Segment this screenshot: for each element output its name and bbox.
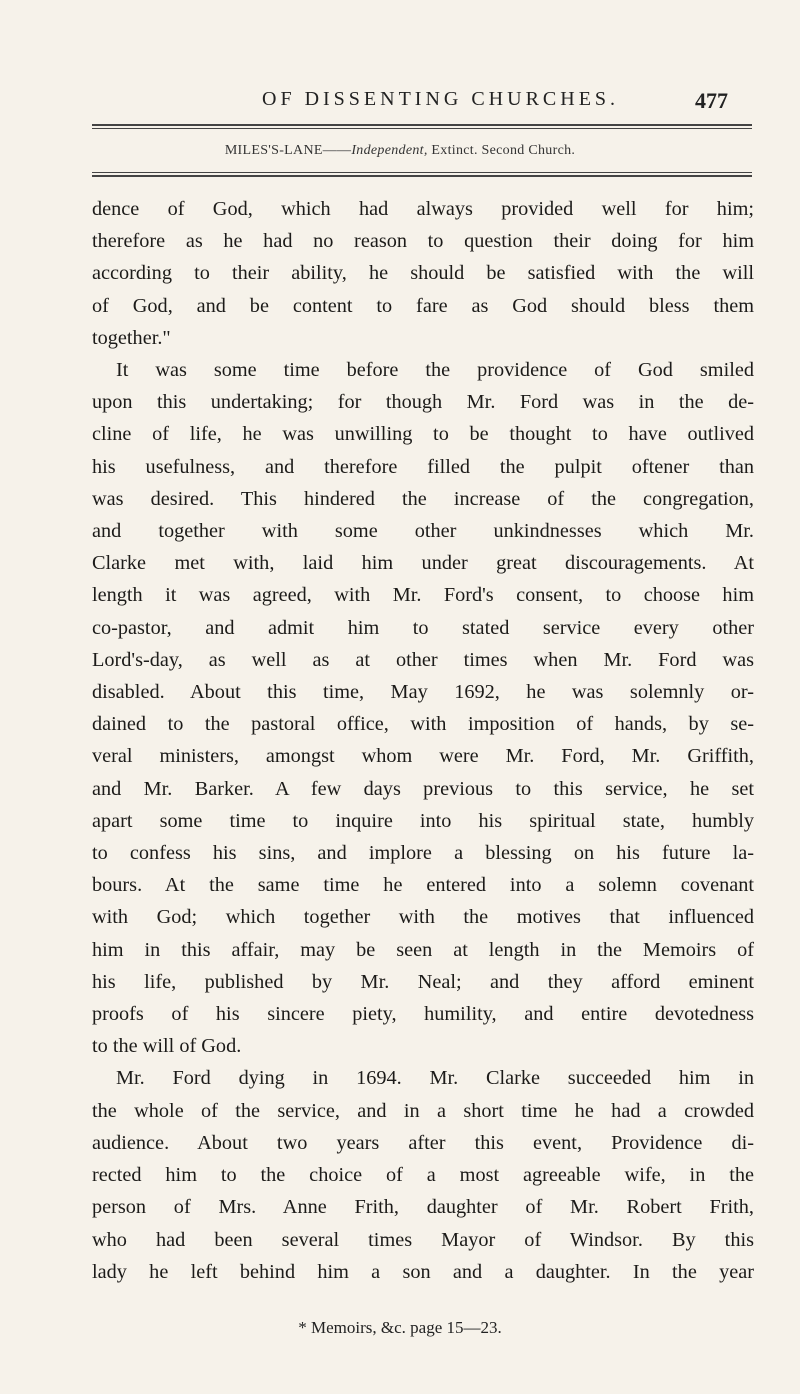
text-line: dained to the pastoral office, with imposition of hands, by se- — [92, 713, 754, 736]
text-line: length it was agreed, with Mr. Ford's consent, to choose him — [92, 584, 754, 607]
text-line: according to their ability, he should be satisfied with the will — [92, 262, 754, 285]
text-line: Mr. Ford dying in 1694. Mr. Clarke succeeded him in — [116, 1067, 754, 1090]
running-head — [0, 88, 800, 128]
text-line: him in this affair, may be seen at length in the Memoirs of — [92, 938, 754, 961]
header-rule-bottom — [92, 175, 752, 177]
text-line: his life, published by Mr. Neal; and they afford eminent — [92, 970, 754, 993]
text-line: his usefulness, and therefore filled the pulpit oftener than — [92, 455, 754, 478]
text-line: person of Mrs. Anne Frith, daughter of Mr. Robert Frith, — [92, 1196, 754, 1219]
text-line: to confess his sins, and implore a blessing on his future la- — [92, 842, 754, 865]
body-text — [92, 193, 754, 1288]
text-line: together." — [92, 326, 171, 349]
text-line: proofs of his sincere piety, humility, and entire devotedness — [92, 1003, 754, 1026]
text-line: co-pastor, and admit him to stated service every other — [92, 616, 754, 639]
header-rule-top-thin — [92, 128, 752, 129]
running-title: OF DISSENTING CHURCHES. — [262, 88, 620, 110]
footnote: * Memoirs, &c. page 15—23. — [298, 1318, 502, 1337]
text-line: disabled. About this time, May 1692, he was solemnly or- — [92, 681, 754, 704]
text-line: audience. About two years after this event, Providence di- — [92, 1131, 754, 1154]
text-line: upon this undertaking; for though Mr. Ford was in the de- — [92, 391, 754, 414]
text-line: apart some time to inquire into his spiritual state, humbly — [92, 809, 754, 832]
text-line: to the will of God. — [92, 1035, 242, 1058]
text-line: and Mr. Barker. A few days previous to this service, he set — [92, 777, 754, 800]
text-line: with God; which together with the motives that influenced — [92, 906, 754, 929]
text-line: lady he left behind him a son and a daughter. In the year — [92, 1260, 754, 1283]
text-line: the whole of the service, and in a short time he had a crowded — [92, 1099, 754, 1122]
text-line: rected him to the choice of a most agreeable wife, in the — [92, 1164, 754, 1187]
subhead-rest: Extinct. Second Church. — [427, 143, 576, 158]
text-line: and together with some other unkindnesses which Mr. — [92, 520, 754, 543]
subhead-dash: —— — [322, 143, 352, 158]
text-line: Clarke met with, laid him under great discouragements. At — [92, 552, 754, 575]
subhead-place: MILES'S-LANE — [224, 143, 323, 158]
text-line: It was some time before the providence of God smiled — [116, 359, 754, 382]
subhead-status: Independent, — [351, 143, 428, 158]
page-number: 477 — [695, 88, 728, 113]
text-line: Lord's-day, as well as at other times when Mr. Ford was — [92, 648, 754, 671]
text-line: veral ministers, amongst whom were Mr. Ford, Mr. Griffith, — [92, 745, 754, 768]
header-rule-top — [92, 124, 752, 126]
header-rule-bottom-thin — [92, 172, 752, 173]
text-line: dence of God, which had always provided well for him; — [92, 198, 754, 220]
text-line: bours. At the same time he entered into a solemn covenant — [92, 874, 754, 897]
text-line: who had been several times Mayor of Windsor. By this — [92, 1228, 754, 1251]
text-line: was desired. This hindered the increase of the congregation, — [92, 487, 754, 510]
text-line: cline of life, he was unwilling to be thought to have outlived — [92, 423, 754, 446]
text-line: therefore as he had no reason to question their doing for him — [92, 230, 754, 253]
section-subhead — [0, 143, 800, 159]
text-line: of God, and be content to fare as God should bless them — [92, 294, 754, 317]
